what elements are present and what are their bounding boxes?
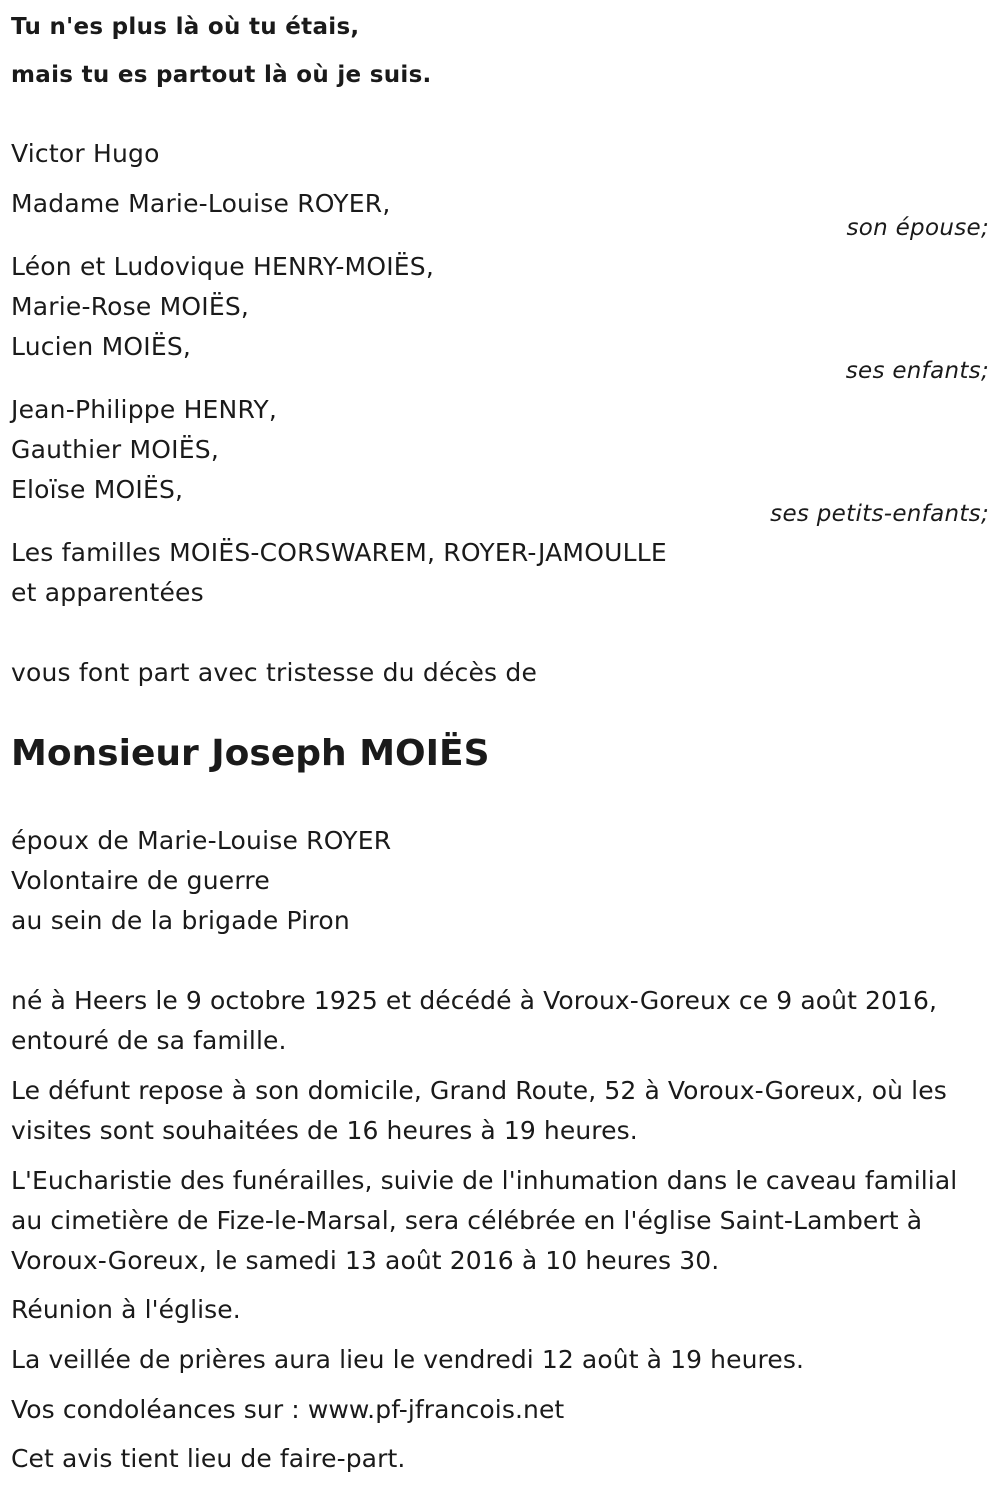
child-name: Léon et Ludovique HENRY-MOIËS, xyxy=(11,252,434,281)
quote-line-2: mais tu es partout là où je suis. xyxy=(11,62,432,88)
families-line: et apparentées xyxy=(11,578,204,607)
notice-paragraph: Cet avis tient lieu de faire-part. xyxy=(11,1444,406,1473)
families-line: Les familles MOIËS-CORSWAREM, ROYER-JAMOULLE xyxy=(11,538,667,567)
grandchild-name: Jean-Philippe HENRY, xyxy=(11,395,278,424)
birth-death-paragraph: né à Heers le 9 octobre 1925 et décédé à Voroux-Goreux ce 9 août 2016, entouré de sa famille. xyxy=(11,986,938,1055)
spouse-role: son épouse; xyxy=(846,215,989,241)
deceased-detail: Volontaire de guerre xyxy=(11,866,270,895)
grandchildren-role: ses petits-enfants; xyxy=(770,501,989,527)
deceased-name: Monsieur Joseph MOIËS xyxy=(11,733,490,774)
child-name: Marie-Rose MOIËS, xyxy=(11,292,250,321)
grandchild-name: Gauthier MOIËS, xyxy=(11,435,219,464)
quote-author: Victor Hugo xyxy=(11,139,160,168)
meeting-paragraph: Réunion à l'église. xyxy=(11,1295,241,1324)
announcement: vous font part avec tristesse du décès de xyxy=(11,658,538,687)
spouse-name: Madame Marie-Louise ROYER, xyxy=(11,189,391,218)
funeral-paragraph: L'Eucharistie des funérailles, suivie de l'inhumation dans le caveau familial au cimetière de Fize-le-Marsal, sera célébrée en l'église Saint-Lambert à Voroux-Goreux, le samedi 13 août 2016 à 10 heures 30. xyxy=(11,1166,958,1275)
condolences-paragraph: Vos condoléances sur : www.pf-jfrancois.net xyxy=(11,1395,565,1424)
deceased-detail: au sein de la brigade Piron xyxy=(11,906,350,935)
vigil-paragraph: La veillée de prières aura lieu le vendredi 12 août à 19 heures. xyxy=(11,1345,805,1374)
children-role: ses enfants; xyxy=(845,358,989,384)
quote-line-1: Tu n'es plus là où tu étais, xyxy=(11,14,360,40)
child-name: Lucien MOIËS, xyxy=(11,332,192,361)
grandchild-name: Eloïse MOIËS, xyxy=(11,475,184,504)
rest-paragraph: Le défunt repose à son domicile, Grand Route, 52 à Voroux-Goreux, où les visites sont souhaitées de 16 heures à 19 heures. xyxy=(11,1076,947,1145)
deceased-detail: époux de Marie-Louise ROYER xyxy=(11,826,392,855)
